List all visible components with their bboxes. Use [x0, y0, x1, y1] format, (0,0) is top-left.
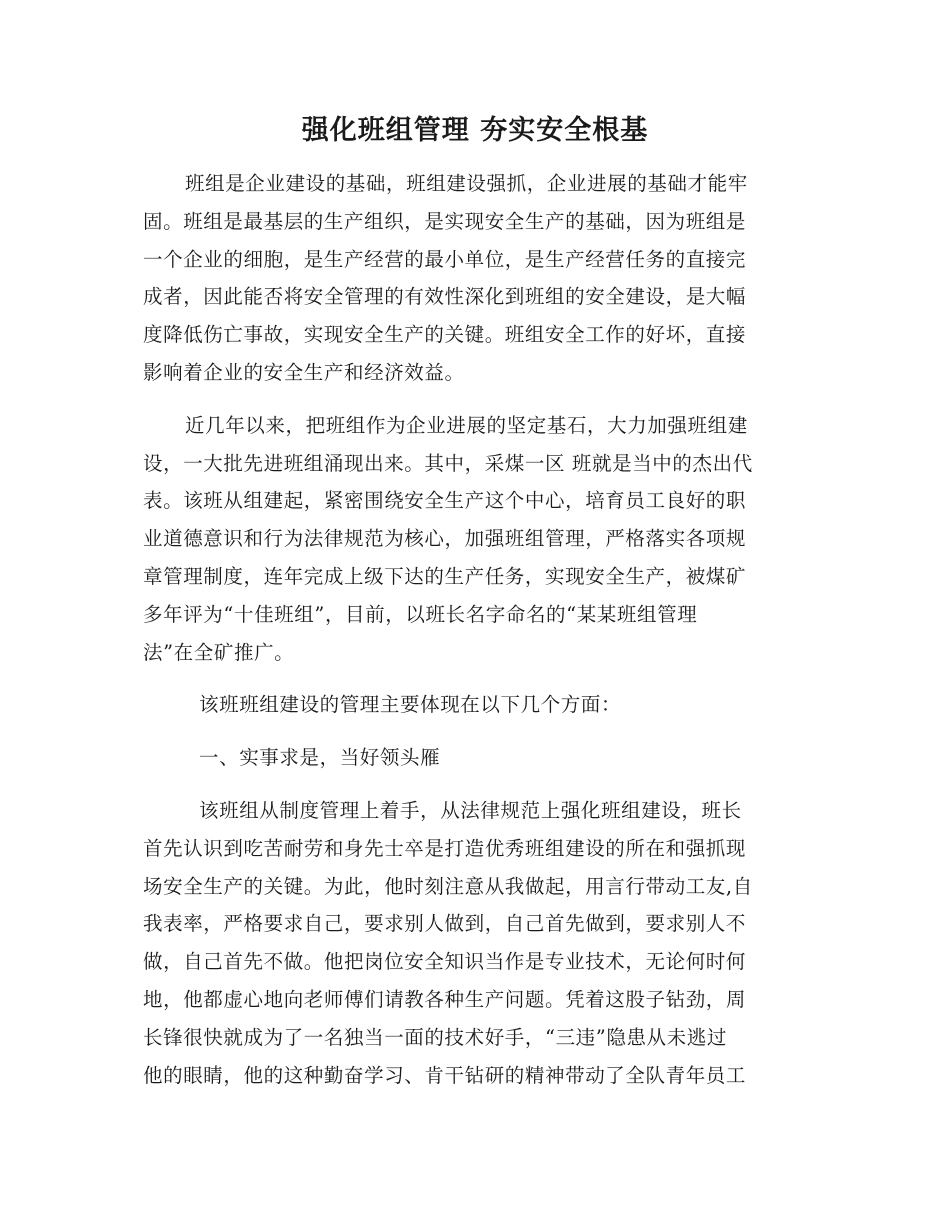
text-line: 业道德意识和行为法律规范为核心，加强班组管理，严格落实各项规 — [143, 527, 747, 551]
text-line: 场安全生产的关键。为此，他时刻注意从我做起，用言行带动工友,自 — [143, 874, 753, 898]
text-line: 首先认识到吃苦耐劳和身先士卒是打造优秀班组建设的所在和强抓现 — [143, 836, 747, 860]
paragraph-1 — [143, 165, 808, 392]
section-heading-1 — [143, 739, 808, 777]
text-line: 他的眼睛，他的这种勤奋学习、肯干钻研的精神带动了全队青年员工 — [143, 1063, 747, 1087]
text-line: 法”在全矿推广。 — [143, 640, 295, 664]
text-line: 班组是企业建设的基础，班组建设强抓，企业进展的基础才能牢 — [185, 172, 748, 195]
document-title: 强化班组管理 夯实安全根基 — [301, 115, 649, 146]
paragraph-4 — [143, 792, 808, 1094]
text-line: 多年评为“十佳班组”，目前，以班长名字命名的“某某班组管理 — [143, 602, 698, 626]
text-line: 固。班组是最基层的生产组织，是实现安全生产的基础，因为班组是 — [143, 209, 747, 233]
document-body — [143, 165, 808, 1109]
text-line: 一、实事求是，当好领头雁 — [199, 746, 441, 770]
text-line: 设，一大批先进班组涌现出来。其中，采煤一区 班就是当中的杰出代 — [143, 451, 753, 475]
paragraph-2 — [143, 407, 808, 672]
text-line: 近几年以来，把班组作为企业进展的坚定基石，大力加强班组建 — [185, 413, 748, 437]
text-line: 长锋很快就成为了一名独当一面的技术好手，“三违”隐患从未逃过 — [143, 1025, 727, 1049]
text-line: 该班班组建设的管理主要体现在以下几个方面： — [199, 693, 622, 717]
text-line: 该班组从制度管理上着手，从法律规范上强化班组建设，班长 — [199, 798, 742, 822]
text-line: 影响着企业的安全生产和经济效益。 — [143, 360, 465, 384]
text-line: 章管理制度，连年完成上级下达的生产任务，实现安全生产，被煤矿 — [143, 564, 747, 588]
text-line: 表。该班从组建起，紧密围绕安全生产这个中心，培育员工良好的职 — [143, 489, 747, 513]
text-line: 一个企业的细胞，是生产经营的最小单位，是生产经营任务的直接完 — [143, 247, 747, 271]
text-line: 我表率，严格要求自己，要求别人做到，自己首先做到，要求别人不 — [143, 912, 747, 936]
text-line: 做，自己首先不做。他把岗位安全知识当作是专业技术，无论何时何 — [143, 950, 747, 974]
text-line: 地，他都虚心地向老师傅们请教各种生产问题。凭着这股子钻劲，周 — [143, 987, 747, 1011]
text-line: 成者，因此能否将安全管理的有效性深化到班组的安全建设，是大幅 — [143, 285, 747, 309]
text-line: 度降低伤亡事故，实现安全生产的关键。班组安全工作的好坏，直接 — [143, 323, 747, 347]
paragraph-3 — [143, 686, 808, 724]
